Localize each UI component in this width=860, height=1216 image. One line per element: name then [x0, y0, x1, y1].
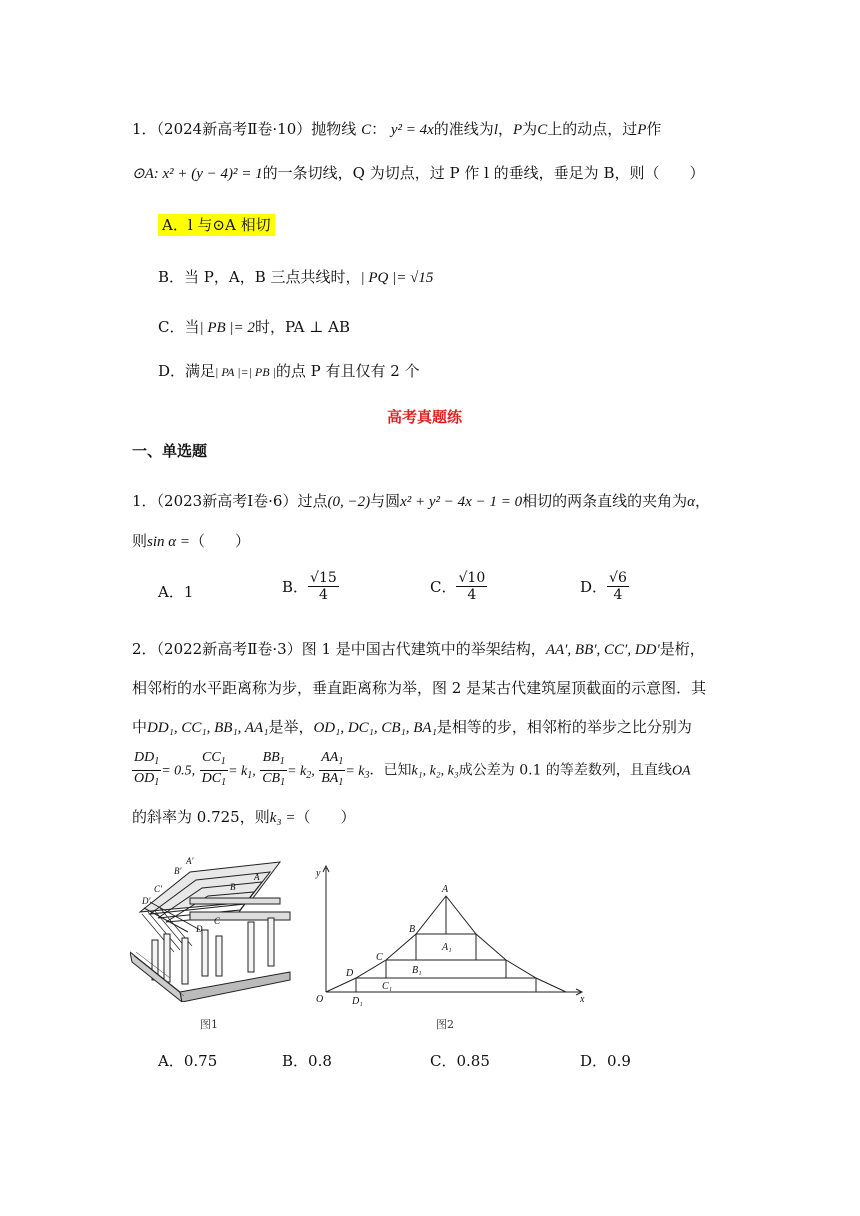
- ratio-aa1-ba1: $\frac{AA_1}{BA_1}$: [321, 750, 344, 788]
- q2023-option-c-num: √10: [458, 570, 486, 586]
- fig1-label-b: B: [230, 882, 236, 892]
- subsection-title: 一、单选题: [132, 442, 208, 460]
- q2023-line1-end: 相切的两条直线的夹角为: [522, 492, 688, 510]
- q2022-line3-c: 是举，: [268, 718, 314, 736]
- q2022-line3-e: 是相等的步，相邻桁的举步之比分别为: [436, 718, 692, 736]
- q2024-l: l: [493, 122, 498, 138]
- q2024-option-b[interactable]: [158, 266, 433, 287]
- ratio-cc1-dc1: $\frac{CC_1}{DC_1}$: [201, 750, 227, 788]
- q2024-option-d-math: | PA |=| PB |: [215, 365, 276, 379]
- q2022-ratio-text: ．已知: [369, 762, 412, 779]
- q2022-option-c[interactable]: [430, 1050, 490, 1071]
- ratio-bb1-cb1: $\frac{BB_1}{CB_1}$: [262, 750, 286, 788]
- q2022-ks: k₁, k₂, k₃: [411, 763, 459, 779]
- q2022-option-c-label: C．: [430, 1052, 457, 1070]
- q2024-eq1: y² = 4x: [390, 122, 434, 138]
- q2024-text4: 上的动点，过: [547, 120, 638, 138]
- q2024-option-d[interactable]: [158, 360, 420, 381]
- fig2-label-a: A: [442, 884, 449, 895]
- q2024-p: P: [513, 122, 523, 138]
- q2023-alpha: α: [687, 494, 695, 510]
- q2024-option-c-rest: 时，PA ⊥ AB: [254, 318, 350, 336]
- q2022-prefix: 2．（2022新高考Ⅱ卷·3）图 1 是中国古代建筑中的举架结构，: [132, 640, 546, 658]
- q2023-option-d-den: 4: [613, 587, 623, 603]
- q2024-prefix: 1．（2024新高考Ⅱ卷·10）抛物线: [132, 120, 357, 138]
- q2023-option-d-num: √6: [609, 570, 627, 586]
- q2023-option-a-value: 1: [183, 583, 194, 601]
- fig2-label-d1: D₁: [352, 996, 363, 1007]
- q2022-steps: OD₁, DC₁, CB₁, BA₁: [313, 720, 437, 736]
- fig1-label-a: A: [254, 872, 260, 882]
- q2023-option-b[interactable]: [282, 570, 339, 603]
- q2024-circle-eq: ⊙A: x² + (y − 4)² = 1: [132, 166, 263, 182]
- q2024-option-d-text: D．满足: [158, 362, 216, 380]
- fig2-label-c1: C₁: [382, 981, 393, 992]
- q2024-option-d-rest: 的点 P 有且仅有 2 个: [275, 362, 420, 380]
- q2023-mid: 与圆: [370, 492, 401, 510]
- q2023-then: 则: [132, 532, 148, 550]
- q2022-option-b-value: 0.8: [308, 1052, 332, 1070]
- q2023-option-d-fraction: [607, 570, 629, 603]
- q2022-beams: AA′, BB′, CC′, DD′: [545, 642, 660, 658]
- fig2-label-b1: B₁: [412, 965, 422, 976]
- q2024-text3: 为: [522, 120, 538, 138]
- q2022-heights: DD₁, CC₁, BB₁, AA₁: [147, 720, 269, 736]
- q2023-option-b-fraction: [308, 570, 339, 603]
- q2024-text5: 作: [646, 120, 662, 138]
- fig1-label-a-prime: A′: [186, 856, 194, 866]
- q2023-point: (0, −2): [327, 494, 371, 510]
- fig2-label-o: O: [316, 994, 324, 1005]
- q2022-line2: [132, 677, 706, 698]
- q2022-option-a-value: 0.75: [183, 1052, 218, 1070]
- figure-1-caption: 图1: [200, 1018, 218, 1031]
- q2022-option-d-value: 0.9: [607, 1052, 631, 1070]
- q2022-oa: OA: [671, 763, 691, 779]
- fig1-label-d-prime: D′: [142, 896, 151, 906]
- q2023-option-a-label: A．: [158, 583, 184, 601]
- q2024-text2: ，: [497, 120, 513, 138]
- q2023-option-c[interactable]: [430, 570, 487, 603]
- fig2-label-y: y: [316, 868, 321, 879]
- q2024-line1: 1．（2024新高考Ⅱ卷·10）抛物线 C： y² = 4x的准线为l，P为C上的动点，过P作: [132, 120, 662, 138]
- q2022-line1: [132, 638, 705, 659]
- q2022-option-d-label: D．: [580, 1052, 608, 1070]
- q2023-option-b-den: 4: [318, 587, 328, 603]
- q2024-option-b-text: B．当 P，A，B 三点共线时，: [158, 268, 361, 286]
- fig1-label-c-prime: C′: [154, 884, 162, 894]
- q2024-p2: P: [637, 122, 647, 138]
- q2023-comma: ，: [694, 492, 710, 510]
- q2023-option-d-label: D．: [580, 578, 608, 596]
- q2023-prefix: 1．（2023新高考Ⅰ卷·6）过点: [132, 492, 328, 510]
- q2024-line2-text: 的一条切线，Q 为切点，过 P 作 l 的垂线，垂足为 B，则（ ）: [262, 164, 705, 182]
- q2023-option-c-den: 4: [467, 587, 477, 603]
- q2023-option-d[interactable]: [580, 570, 629, 603]
- q2024-option-b-math: | PQ |= √15: [360, 270, 434, 286]
- q2023-option-b-num: √15: [310, 570, 337, 586]
- q2022-option-d[interactable]: [580, 1050, 631, 1071]
- q2022-option-a[interactable]: [158, 1050, 217, 1071]
- fig2-label-a1: A₁: [442, 942, 452, 953]
- fig2-label-b: B: [409, 924, 416, 935]
- q2023-circle: x² + y² − 4x − 1 = 0: [400, 494, 523, 510]
- q2022-ratio-rest: 成公差为 0.1 的等差数列，且直线: [458, 762, 672, 779]
- fig1-label-b-prime: B′: [174, 866, 182, 876]
- q2023-option-c-label: C．: [430, 578, 457, 596]
- q2024-option-a[interactable]: [158, 214, 275, 235]
- q2022-line1-end: 是桁，: [659, 640, 705, 658]
- q2022-k3: k₃ =: [269, 810, 296, 826]
- fig2-label-d: D: [346, 968, 354, 979]
- fig1-label-c: C: [214, 916, 221, 926]
- q2022-line5-text: 的斜率为 0.725，则: [132, 808, 270, 826]
- q2023-line1: [132, 490, 710, 511]
- ratio-dd1-od1: $\frac{DD_1}{OD_1}$: [134, 750, 160, 788]
- fig2-label-c: C: [376, 952, 383, 963]
- q2023-paren: （ ）: [190, 532, 251, 550]
- q2022-line3-a: 中: [132, 718, 148, 736]
- q2022-option-a-label: A．: [158, 1052, 184, 1070]
- section-title: 高考真题练: [387, 408, 463, 426]
- q2022-line3: [132, 716, 692, 737]
- q2023-line2: [132, 530, 250, 551]
- q2023-sin: sin α =: [147, 534, 191, 550]
- fig2-label-x: x: [580, 994, 585, 1005]
- figure-1-building: [130, 852, 300, 1002]
- q2024-option-c-math: | PB |= 2: [199, 320, 255, 336]
- q2023-option-a[interactable]: [158, 581, 193, 602]
- q2024-option-c[interactable]: [158, 316, 350, 337]
- q2023-option-c-fraction: [456, 570, 487, 603]
- q2022-option-b[interactable]: [282, 1050, 332, 1071]
- q2022-option-b-label: B．: [282, 1052, 309, 1070]
- figure-2-roof-section: [312, 862, 592, 1007]
- q2024-option-c-text: C．当: [158, 318, 200, 336]
- q2022-ratios: $\frac{DD_1}{OD_1}$ = 0.5, $\frac{CC_1}{DC_1}$ = $k_1$, $\frac{BB_1}{CB_1}$ = $k_2$, $\frac{AA_1}{BA_1}$ = $k_3$．已知k₁, k₂, k₃成公差为 0.1 的等差数列，且直线OA: [132, 750, 691, 791]
- q2024-text1: 的准线为: [433, 120, 494, 138]
- q2022-line2-text: 相邻桁的水平距离称为步，垂直距离称为举，图 2 是某古代建筑屋顶截面的示意图．其: [132, 679, 707, 697]
- figure-2-caption: 图2: [436, 1018, 454, 1031]
- q2024-c-label: C: [361, 122, 372, 138]
- q2023-option-b-label: B．: [282, 578, 309, 596]
- q2024-line2: [132, 162, 704, 183]
- q2024-option-a-text: A．l 与⊙A 相切: [158, 214, 275, 236]
- fig1-label-d: D: [196, 924, 203, 934]
- q2024-c2: C: [537, 122, 548, 138]
- q2022-option-c-value: 0.85: [456, 1052, 490, 1070]
- q2022-line5: [132, 806, 355, 827]
- q2022-paren: （ ）: [295, 808, 356, 826]
